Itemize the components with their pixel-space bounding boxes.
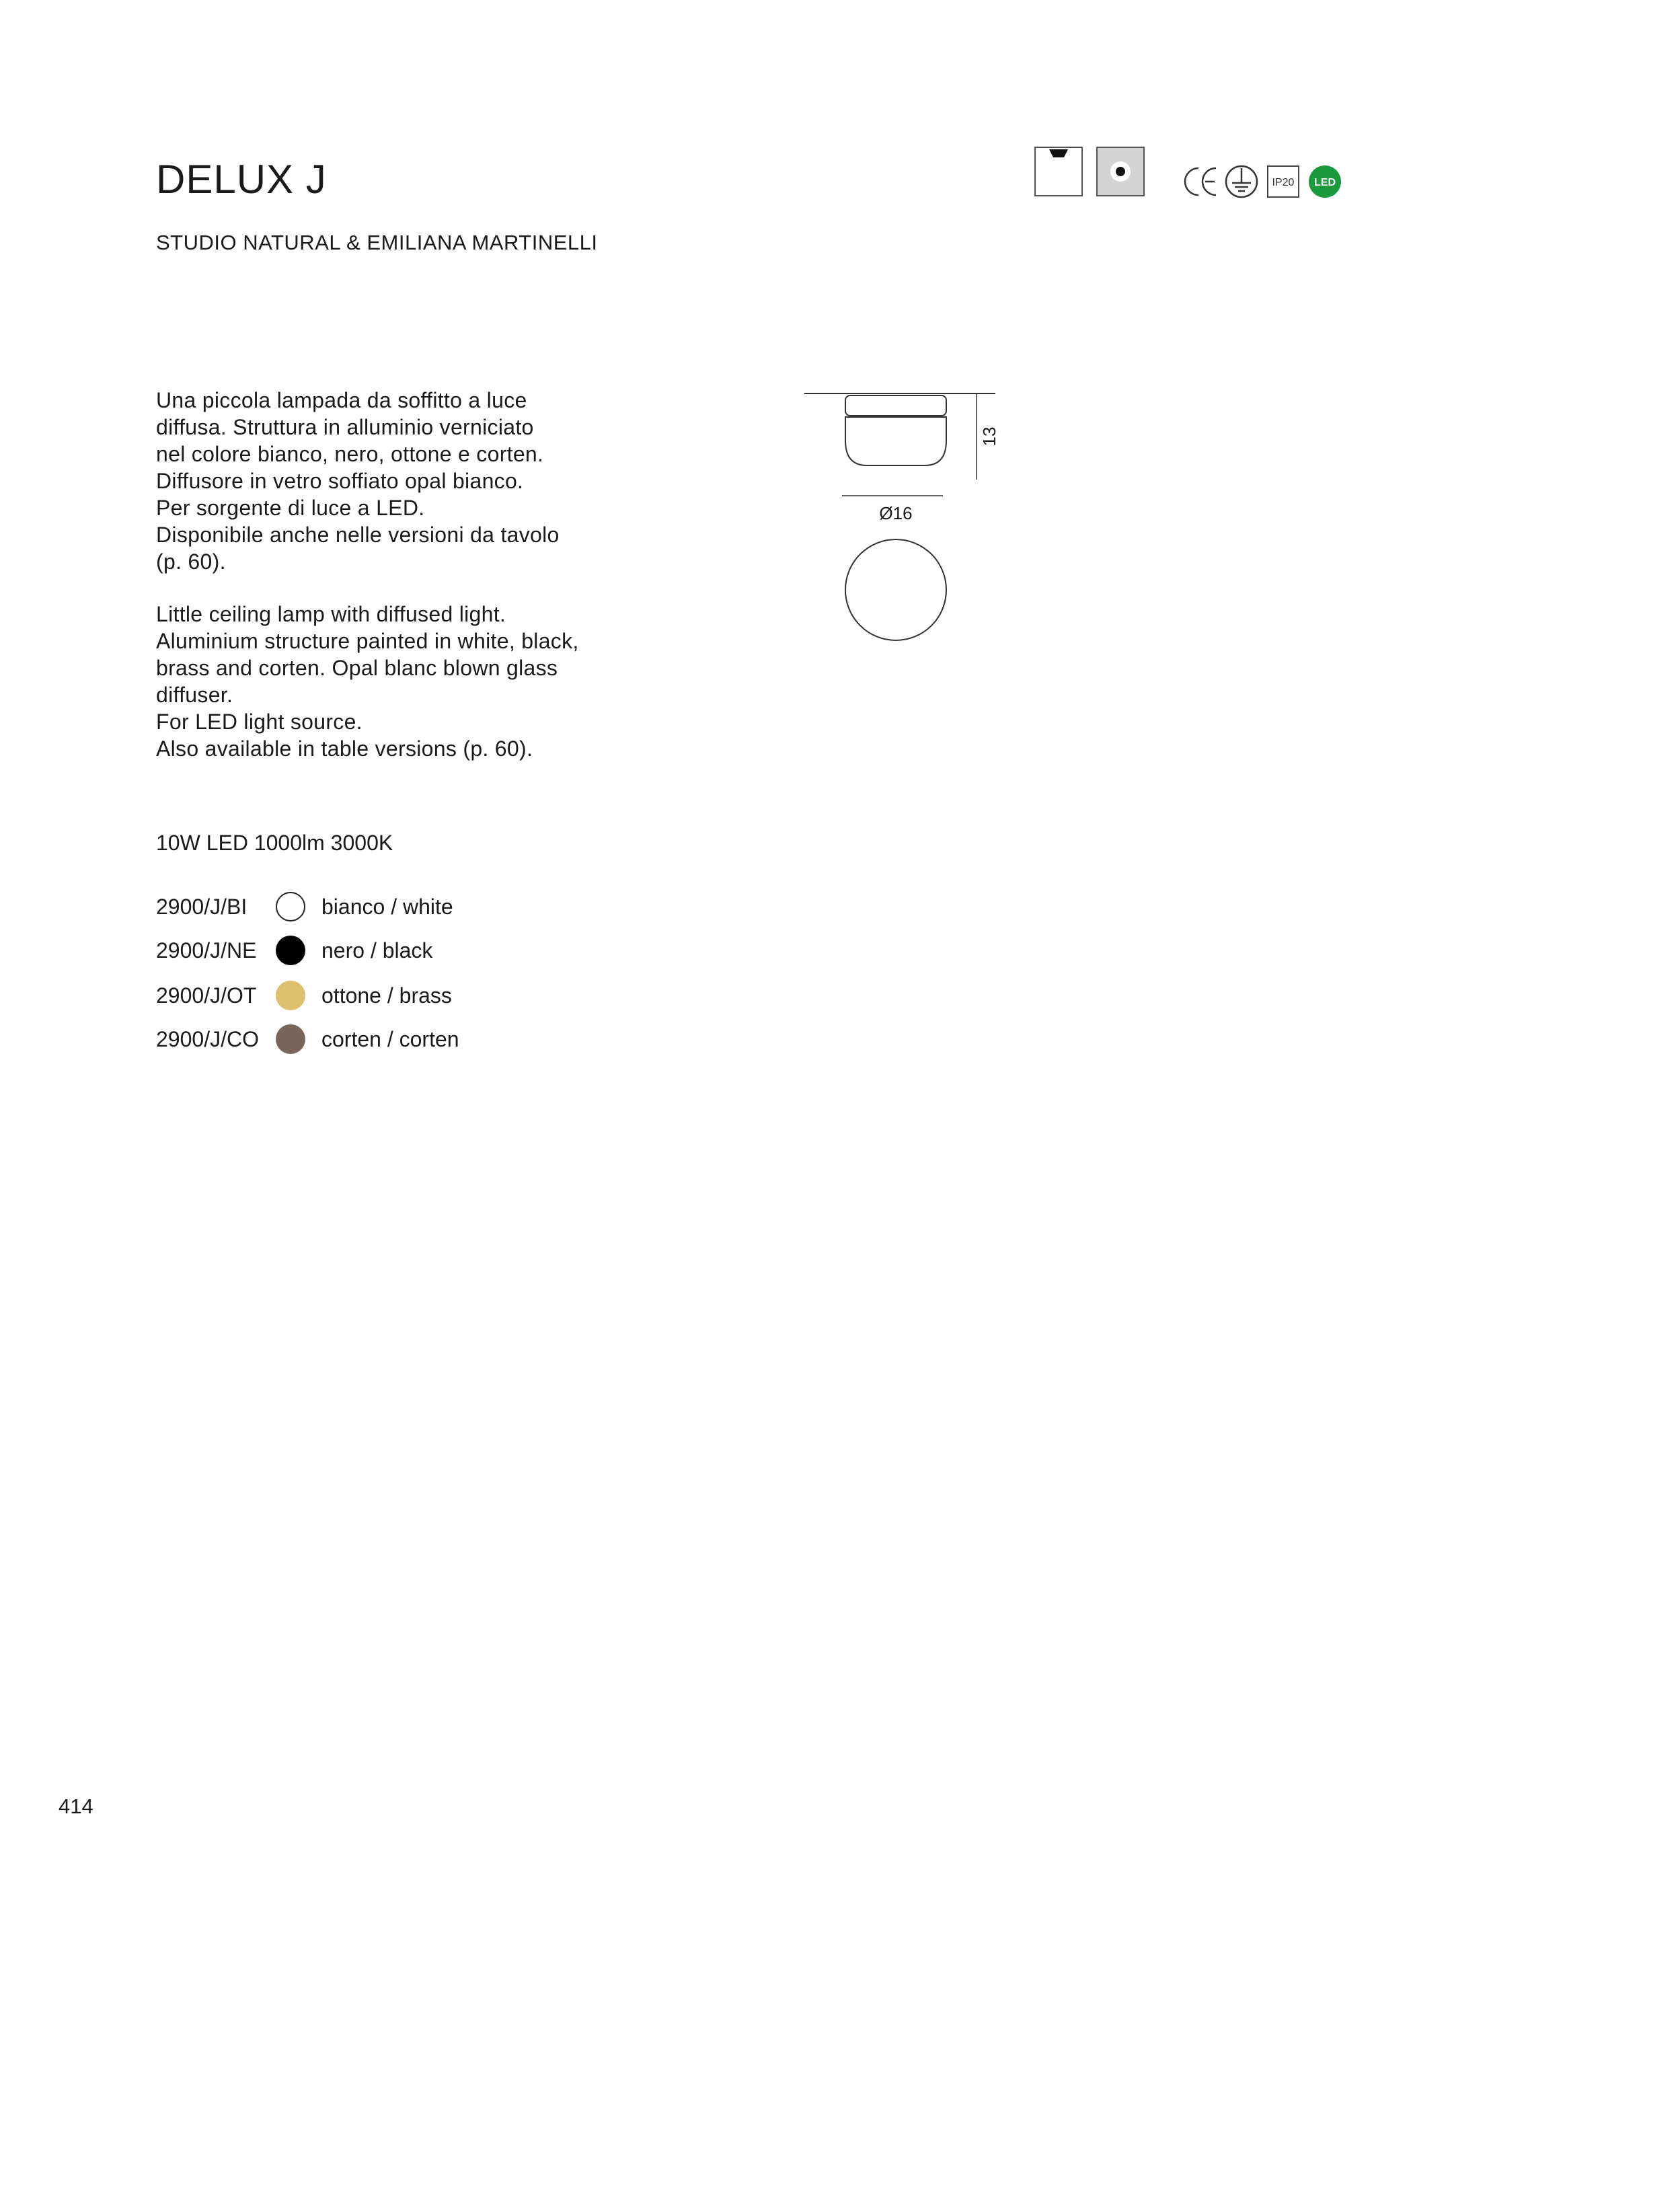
led-text: LED <box>1314 177 1336 188</box>
variant-code: 2900/J/OT <box>156 983 257 1008</box>
description-line: (p. 60). <box>156 550 226 574</box>
description-line: brass and corten. Opal blanc blown glass <box>156 656 558 680</box>
color-swatch <box>276 936 305 965</box>
color-swatch <box>276 981 305 1010</box>
variant-row <box>156 979 452 1012</box>
lamp-top-view-outline <box>845 539 946 640</box>
variant-code: 2900/J/CO <box>156 1026 259 1051</box>
description-line: Aluminium structure painted in white, black, <box>156 629 579 653</box>
earth-ground-icon <box>1224 164 1259 199</box>
lamp-diffuser-outline <box>845 417 946 465</box>
description-line: Also available in table versions (p. 60). <box>156 737 533 761</box>
description-line: Little ceiling lamp with diffused light. <box>156 602 506 626</box>
ip20-icon <box>1267 165 1299 198</box>
description-line: Per sorgente di luce a LED. <box>156 496 425 520</box>
led-badge-icon <box>1308 165 1342 198</box>
light-spot-icon <box>1096 147 1145 196</box>
color-swatch <box>276 1024 305 1054</box>
description-line: Una piccola lampada da soffitto a luce <box>156 388 527 412</box>
variant-color-label: ottone / brass <box>321 983 452 1008</box>
description-line: For LED light source. <box>156 710 362 734</box>
ceiling-mount-icon <box>1034 147 1083 196</box>
variant-color-label: corten / corten <box>321 1026 459 1051</box>
description-line: diffusa. Struttura in alluminio verniciato <box>156 415 534 439</box>
designer-name: STUDIO NATURAL & EMILIANA MARTINELLI <box>156 231 598 254</box>
description-italian <box>156 387 560 575</box>
description-line: diffuser. <box>156 683 233 707</box>
spec-line: 10W LED 1000lm 3000K <box>156 831 393 855</box>
description-line: Diffusore in vetro soffiato opal bianco. <box>156 469 524 493</box>
description-line: Disponibile anche nelle versioni da tavolo <box>156 523 560 547</box>
ip20-text: IP20 <box>1272 177 1295 188</box>
color-swatch <box>276 892 305 921</box>
lamp-base-outline <box>845 395 946 416</box>
description-english <box>156 601 579 762</box>
height-label: 13 <box>979 426 999 447</box>
variant-row <box>156 890 453 923</box>
ce-mark-icon <box>1184 165 1219 198</box>
variant-color-label: nero / black <box>321 938 433 963</box>
variant-code: 2900/J/NE <box>156 938 257 963</box>
product-title: DELUX J <box>156 157 327 202</box>
variant-row <box>156 934 432 967</box>
page-number: 414 <box>59 1795 93 1818</box>
variant-code: 2900/J/BI <box>156 894 247 919</box>
variant-color-label: bianco / white <box>321 894 453 919</box>
variant-row <box>156 1022 459 1056</box>
technical-drawing <box>800 387 1022 656</box>
description-line: nel colore bianco, nero, ottone e corten. <box>156 442 544 466</box>
diameter-label: Ø16 <box>879 503 913 523</box>
